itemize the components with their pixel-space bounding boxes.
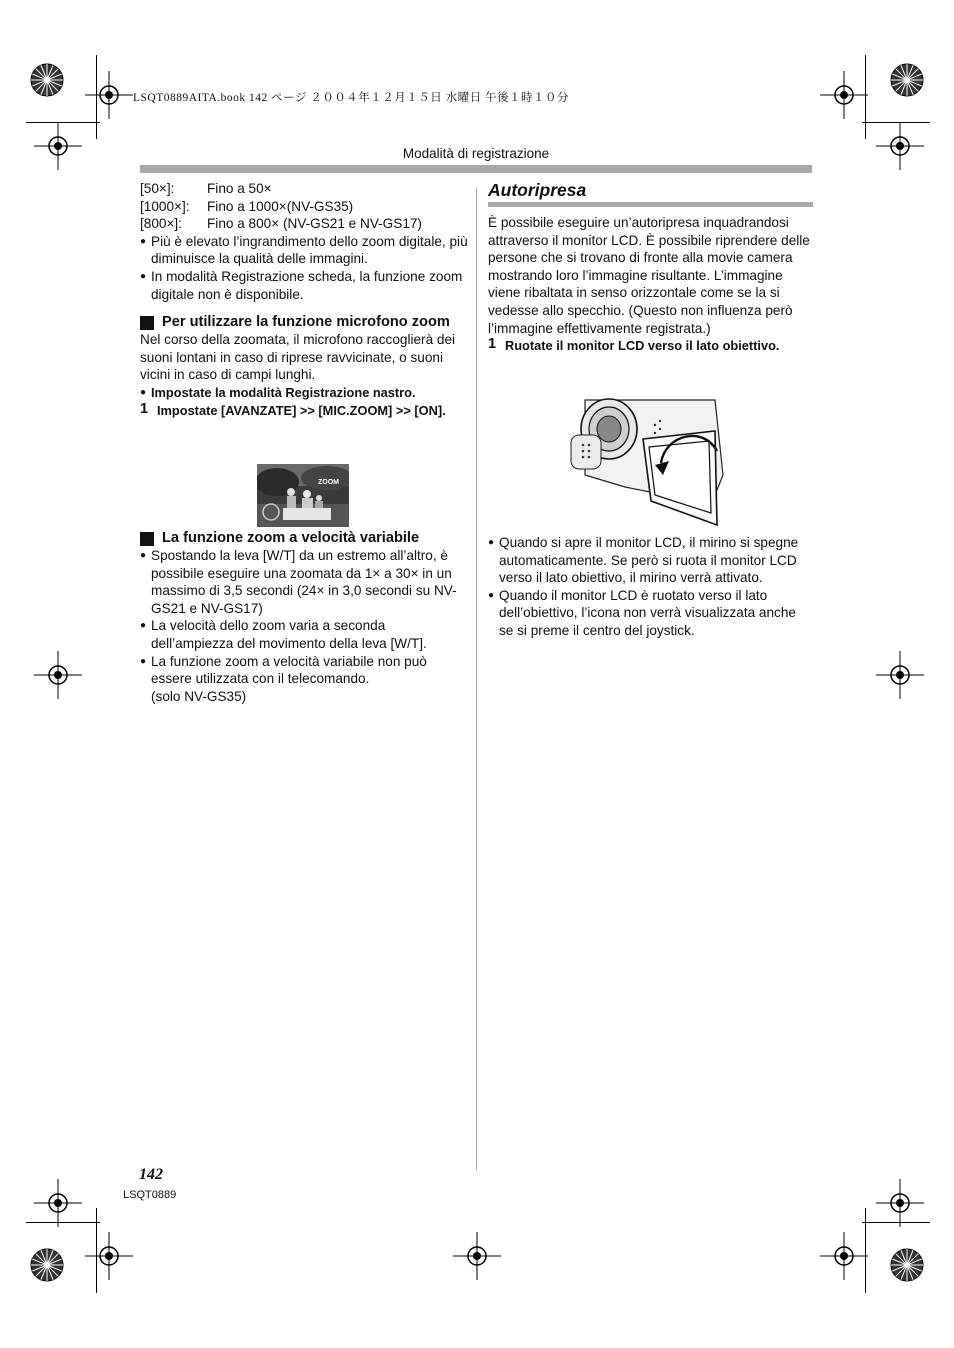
bullet-item: ● Quando il monitor LCD è ruotato verso il lato dell’obiettivo, l’icona non verrà visualizzata anche se si preme il centro del joystick. [488,587,813,640]
zoom-list-item: [50×]: Fino a 50× [140,181,272,196]
bullet-item: ● La velocità dello zoom varia a seconda dell’ampiezza del movimento della leva [W/T]. [140,617,470,652]
body-paragraph: Nel corso della zoomata, il microfono raccoglierà dei suoni lontani in caso di riprese ravvicinate, o suoni vicini in caso di campi lunghi. [140,332,456,383]
registration-mark-icon [820,1232,868,1280]
bullet-item: ● In modalità Registrazione scheda, la funzione zoom digitale non è disponibile. [140,268,470,303]
registration-mark-icon [453,1232,501,1280]
square-bullet-icon [140,532,154,546]
bold-bullet: ● Impostate la modalità Registrazione nastro. [140,384,470,402]
page-number: 142 [139,1166,163,1183]
bullet-item: ● Spostando la leva [W/T] da un estremo all’altro, è possibile eseguire una zoomata da 1× a 30× in un massimo di 3,5 secondi (24× in 3,0 secondi su NV-GS21 e NV-GS17) [140,547,470,617]
registration-mark-icon [85,1232,133,1280]
section-heading-variable-zoom: La funzione zoom a velocità variabile [140,529,470,547]
registration-mark-icon [820,71,868,119]
registration-mark-icon [34,651,82,699]
camcorder-lcd-illustration [565,395,725,535]
color-target-icon [890,1248,924,1282]
document-code: LSQT0889 [123,1189,177,1201]
file-info: LSQT0889AITA.book 142 ページ ２００４年１２月１５日 水曜日 午後１時１０分 [133,92,570,104]
photo-scene [257,464,349,527]
left-column-lower [140,529,470,705]
right-column [488,180,813,354]
color-target-icon [30,1248,64,1282]
registration-mark-icon [34,122,82,170]
autoripresa-heading: Autoripresa [488,180,587,200]
section-heading-mic-zoom: Per utilizzare la funzione microfono zoom [140,313,470,331]
step-item: 1 Ruotate il monitor LCD verso il lato obiettivo. [488,336,780,354]
registration-mark-icon [876,1179,924,1227]
header-bar [140,165,812,173]
model-note: (solo NV-GS35) [151,688,247,704]
bullet-item: ● La funzione zoom a velocità variabile non può essere utilizzata con il telecomando. [140,653,470,688]
left-column [140,180,470,419]
bullet-item: ● Più è elevato l’ingrandimento dello zoom digitale, più diminuisce la qualità delle immagini. [140,233,470,268]
color-target-icon [890,63,924,97]
step-item: 1 Impostate [AVANZATE] >> [MIC.ZOOM] >> [ON]. [140,400,446,418]
color-target-icon [30,63,64,97]
registration-mark-icon [85,71,133,119]
section-header-title: Modalità di registrazione [402,146,550,161]
heading-underline-bar [488,202,813,207]
zoom-indicator: ZOOM [318,479,339,486]
right-column-lower [488,534,813,640]
registration-mark-icon [876,122,924,170]
body-paragraph: È possibile eseguire un’autoripresa inquadrandosi attraverso il monitor LCD. È possibile riprendere delle persone che si trovano di fronte alla movie camera mostrando loro l’immagine risultante. L’immagine viene ribaltata in senso orizzontale come se la si vedesse allo specchio. (Questo non influenza però l’immagine effettivamente registrata.) [488,215,810,336]
zoom-photo [257,464,349,527]
zoom-list [140,180,470,233]
square-bullet-icon [140,316,154,330]
column-divider [476,188,477,1171]
bullet-item: ● Quando si apre il monitor LCD, il mirino si spegne automaticamente. Se però si ruota il monitor LCD verso il lato obiettivo, il mirino verrà attivato. [488,534,813,587]
zoom-list-item: [800×]: Fino a 800× (NV-GS21 e NV-GS17) [140,216,422,232]
zoom-list-item: [1000×]: Fino a 1000×(NV-GS35) [140,198,354,214]
registration-mark-icon [876,651,924,699]
registration-mark-icon [34,1179,82,1227]
